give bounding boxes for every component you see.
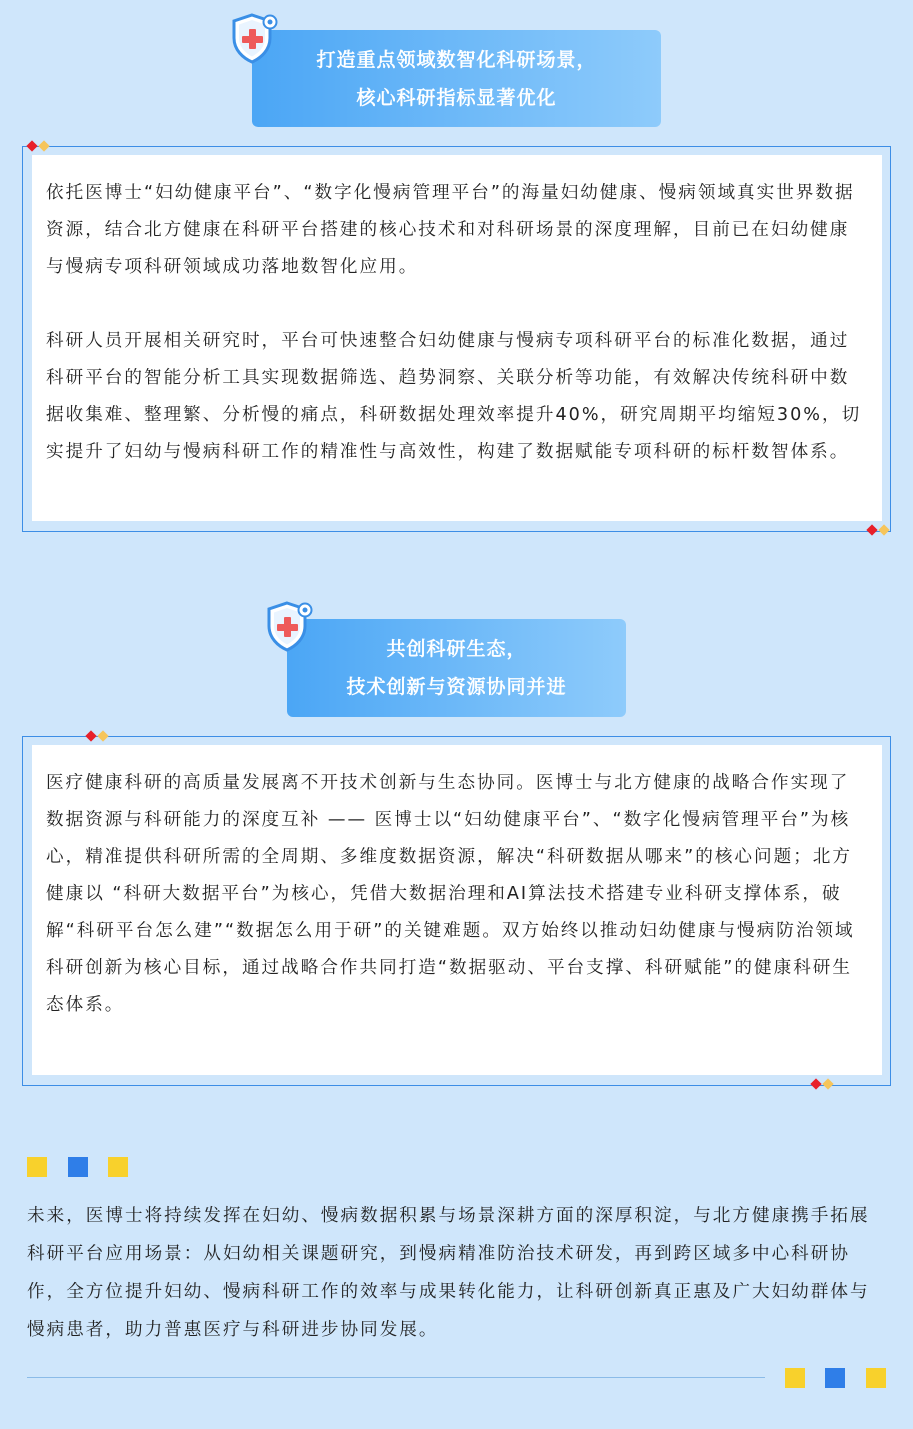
divider-line bbox=[27, 1377, 765, 1378]
section-2-card bbox=[32, 745, 882, 1075]
decor-square-yellow bbox=[866, 1368, 886, 1388]
medical-shield-icon bbox=[230, 12, 280, 66]
section-1-paragraph-1: 依托医博士“妇幼健康平台”、“数字化慢病管理平台”的海量妇幼健康、慢病领域真实世界数据资源，结合北方健康在科研平台搭建的核心技术和对科研场景的深度理解，目前已在妇幼健康与慢病专项科研领域成功落地数智化应用。 bbox=[46, 183, 855, 277]
medical-shield-icon bbox=[265, 600, 315, 654]
section-2-paragraph-1: 医疗健康科研的高质量发展离不开技术创新与生态协同。医博士与北方健康的战略合作实现了数据资源与科研能力的深度互补 —— 医博士以“妇幼健康平台”、“数字化慢病管理平台”为核心，精准提供科研所需的全周期、多维度数据资源，解决“科研数据从哪来”的核心问题；北方健康以 “科研大数据平台”为核心，凭借大数据治理和AI算法技术搭建专业科研支撑体系，破解“科研平台怎么建”“数据怎么用于研”的关键难题。双方始终以推动妇幼健康与慢病防治领域科研创新为核心目标，通过战略合作共同打造“数据驱动、平台支撑、科研赋能”的健康科研生态体系。 bbox=[46, 773, 855, 1015]
decor-square-yellow bbox=[108, 1157, 128, 1177]
section-2-title-line-1: 共创科研生态， bbox=[386, 638, 527, 660]
decor-square-blue bbox=[825, 1368, 845, 1388]
outro-paragraph: 未来，医博士将持续发挥在妇幼、慢病数据积累与场景深耕方面的深厚积淀，与北方健康携手拓展科研平台应用场景：从妇幼相关课题研究，到慢病精准防治技术研发，再到跨区域多中心科研协作，全方位提升妇幼、慢病科研工作的效率与成果转化能力，让科研创新真正惠及广大妇幼群体与慢病患者，助力普惠医疗与科研进步协同发展。 bbox=[27, 1206, 870, 1340]
section-1-card bbox=[32, 155, 882, 521]
decor-square-yellow bbox=[27, 1157, 47, 1177]
section-1-paragraph-2: 科研人员开展相关研究时，平台可快速整合妇幼健康与慢病专项科研平台的标准化数据，通过科研平台的智能分析工具实现数据筛选、趋势洞察、关联分析等功能，有效解决传统科研中数据收集难、整理繁、分析慢的痛点，科研数据处理效率提升40%，研究周期平均缩短30%，切实提升了妇幼与慢病科研工作的精准性与高效性，构建了数据赋能专项科研的标杆数智体系。 bbox=[46, 331, 862, 462]
section-2-title-line-2: 技术创新与资源协同并进 bbox=[346, 676, 567, 698]
section-1-title-line-1: 打造重点领域数智化科研场景， bbox=[316, 48, 597, 71]
section-2-header bbox=[287, 619, 626, 717]
decor-square-yellow bbox=[785, 1368, 805, 1388]
section-1-header bbox=[252, 30, 661, 127]
section-1-title-line-2: 核心科研指标显著优化 bbox=[356, 86, 557, 109]
decor-square-blue bbox=[68, 1157, 88, 1177]
